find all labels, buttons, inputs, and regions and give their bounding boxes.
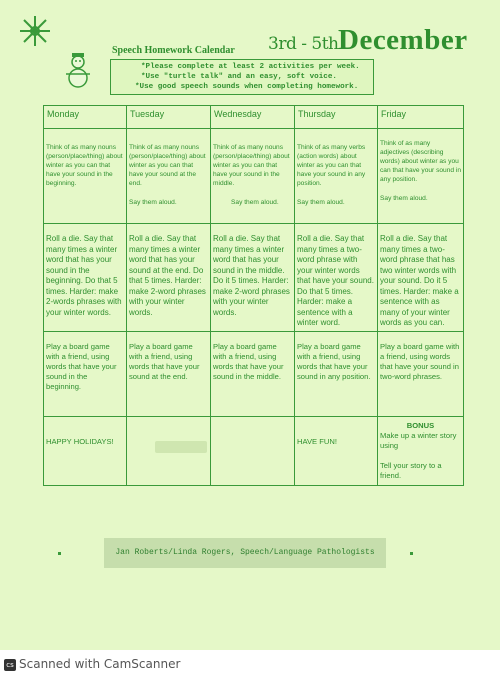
bonus-text: Tell your story to a friend. bbox=[380, 460, 442, 480]
day-header-tuesday: Tuesday bbox=[127, 106, 211, 129]
activity-text: Roll a die. Say that many times a two-word phrase with your winter words that have your sound. Do that 5 times. Harder: make a sentence with a winter word. bbox=[297, 234, 374, 327]
snowman-icon bbox=[62, 52, 94, 92]
bonus-text: Make up a winter story using bbox=[380, 430, 457, 450]
bonus-cell bbox=[378, 416, 464, 485]
instruction-line-3: *Use good speech sounds when completing homework. bbox=[135, 83, 359, 91]
snowflake-icon bbox=[18, 14, 52, 48]
scanner-watermark-text: Scanned with CamScanner bbox=[19, 657, 181, 671]
activity-text: Play a board game with a friend, using words that have your sound at the end. bbox=[129, 341, 200, 381]
activity-cell bbox=[295, 129, 378, 224]
activity-cell bbox=[127, 224, 211, 332]
activity-text: Play a board game with a friend, using words that have your sound in any position. bbox=[297, 341, 371, 381]
activity-extra: Say them aloud. bbox=[231, 199, 279, 206]
bullet-mark bbox=[410, 552, 413, 555]
bonus-title: BONUS bbox=[406, 420, 435, 430]
activity-extra: Say them aloud. bbox=[129, 199, 177, 206]
activity-cell bbox=[378, 129, 464, 224]
camscanner-logo-icon: cs bbox=[4, 659, 16, 671]
activity-cell bbox=[127, 416, 211, 485]
activity-cell bbox=[211, 129, 295, 224]
calendar-title: Speech Homework Calendar bbox=[112, 45, 235, 56]
activity-cell bbox=[44, 416, 127, 485]
activity-cell bbox=[378, 331, 464, 416]
activity-text: Roll a die. Say that many times a winter word that has your sound in the middle. Do it 5 times. Harder: make 2-word phrases with your winter words. bbox=[213, 234, 290, 317]
activity-text: Roll a die. Say that many times a winter word that has your sound at the end. Do that 5 times. Harder: make 2-word phrases with your winter words. bbox=[129, 234, 206, 317]
activity-cell bbox=[127, 331, 211, 416]
day-header-wednesday: Wednesday bbox=[211, 106, 295, 129]
activity-cell bbox=[211, 331, 295, 416]
table-row bbox=[44, 416, 464, 485]
table-row bbox=[44, 331, 464, 416]
activity-cell bbox=[44, 224, 127, 332]
table-row bbox=[44, 224, 464, 332]
bullet-mark bbox=[58, 552, 61, 555]
activity-extra: Say them aloud. bbox=[297, 199, 345, 206]
activity-cell bbox=[295, 224, 378, 332]
activity-cell bbox=[211, 224, 295, 332]
instruction-line-1: *Please complete at least 2 activities per week. bbox=[141, 63, 360, 71]
activity-text: Think of as many adjectives (describing words) about winter as you can that have your sound in any position. bbox=[380, 140, 462, 183]
activity-cell bbox=[44, 331, 127, 416]
activity-text: Think of as many verbs (action words) about winter as you can that have your sound in any position. bbox=[297, 144, 366, 187]
activity-text: Play a board game with a friend, using words that have your sound in two-word phrases. bbox=[380, 341, 460, 381]
day-header-friday: Friday bbox=[378, 106, 464, 129]
activity-cell bbox=[44, 129, 127, 224]
footer-credit: Jan Roberts/Linda Rogers, Speech/Language Pathologists bbox=[104, 538, 386, 568]
activity-text: Think of as many nouns (person/place/thing) about winter as you can that have your sound in the beginning. bbox=[46, 144, 123, 187]
table-header-row bbox=[44, 106, 464, 129]
scanner-watermark-bar bbox=[0, 650, 500, 678]
activity-extra: Say them aloud. bbox=[380, 195, 428, 202]
date-range: 3rd - 5th bbox=[268, 34, 339, 54]
activity-cell bbox=[378, 224, 464, 332]
activity-text: Think of as many nouns (person/place/thing) about winter as you can that have your sound at the end. bbox=[129, 144, 206, 187]
activity-text: Play a board game with a friend, using words that have your sound in the middle. bbox=[213, 341, 284, 381]
holiday-message: HAPPY HOLIDAYS! bbox=[46, 436, 114, 446]
instruction-line-2: *Use "turtle talk" and an easy, soft voice. bbox=[141, 73, 337, 81]
day-header-thursday: Thursday bbox=[295, 106, 378, 129]
activity-text: Roll a die. Say that many times a winter word that has your sound in the beginning. Do that 5 times. Harder: make 2-words phrases with your winter words. bbox=[46, 234, 122, 317]
table-row bbox=[44, 129, 464, 224]
homework-calendar-table bbox=[43, 105, 464, 486]
activity-text: Think of as many nouns (person/place/thing) about winter as you can that have your sound in the middle. bbox=[213, 144, 290, 187]
smudge-mark bbox=[155, 441, 207, 453]
have-fun-message: HAVE FUN! bbox=[297, 436, 337, 446]
activity-text: Play a board game with a friend, using words that have your sound in the beginning. bbox=[46, 341, 117, 391]
activity-cell bbox=[295, 416, 378, 485]
activity-cell bbox=[295, 331, 378, 416]
day-header-monday: Monday bbox=[44, 106, 127, 129]
instructions-box bbox=[110, 59, 374, 95]
activity-text: Roll a die. Say that many times a two-word phrase that has two winter words with your sound. Do it 5 times. Harder: make a sentence with as many of your winter words as you can. bbox=[380, 234, 459, 327]
activity-cell bbox=[127, 129, 211, 224]
month-heading: December bbox=[338, 24, 468, 56]
activity-cell bbox=[211, 416, 295, 485]
